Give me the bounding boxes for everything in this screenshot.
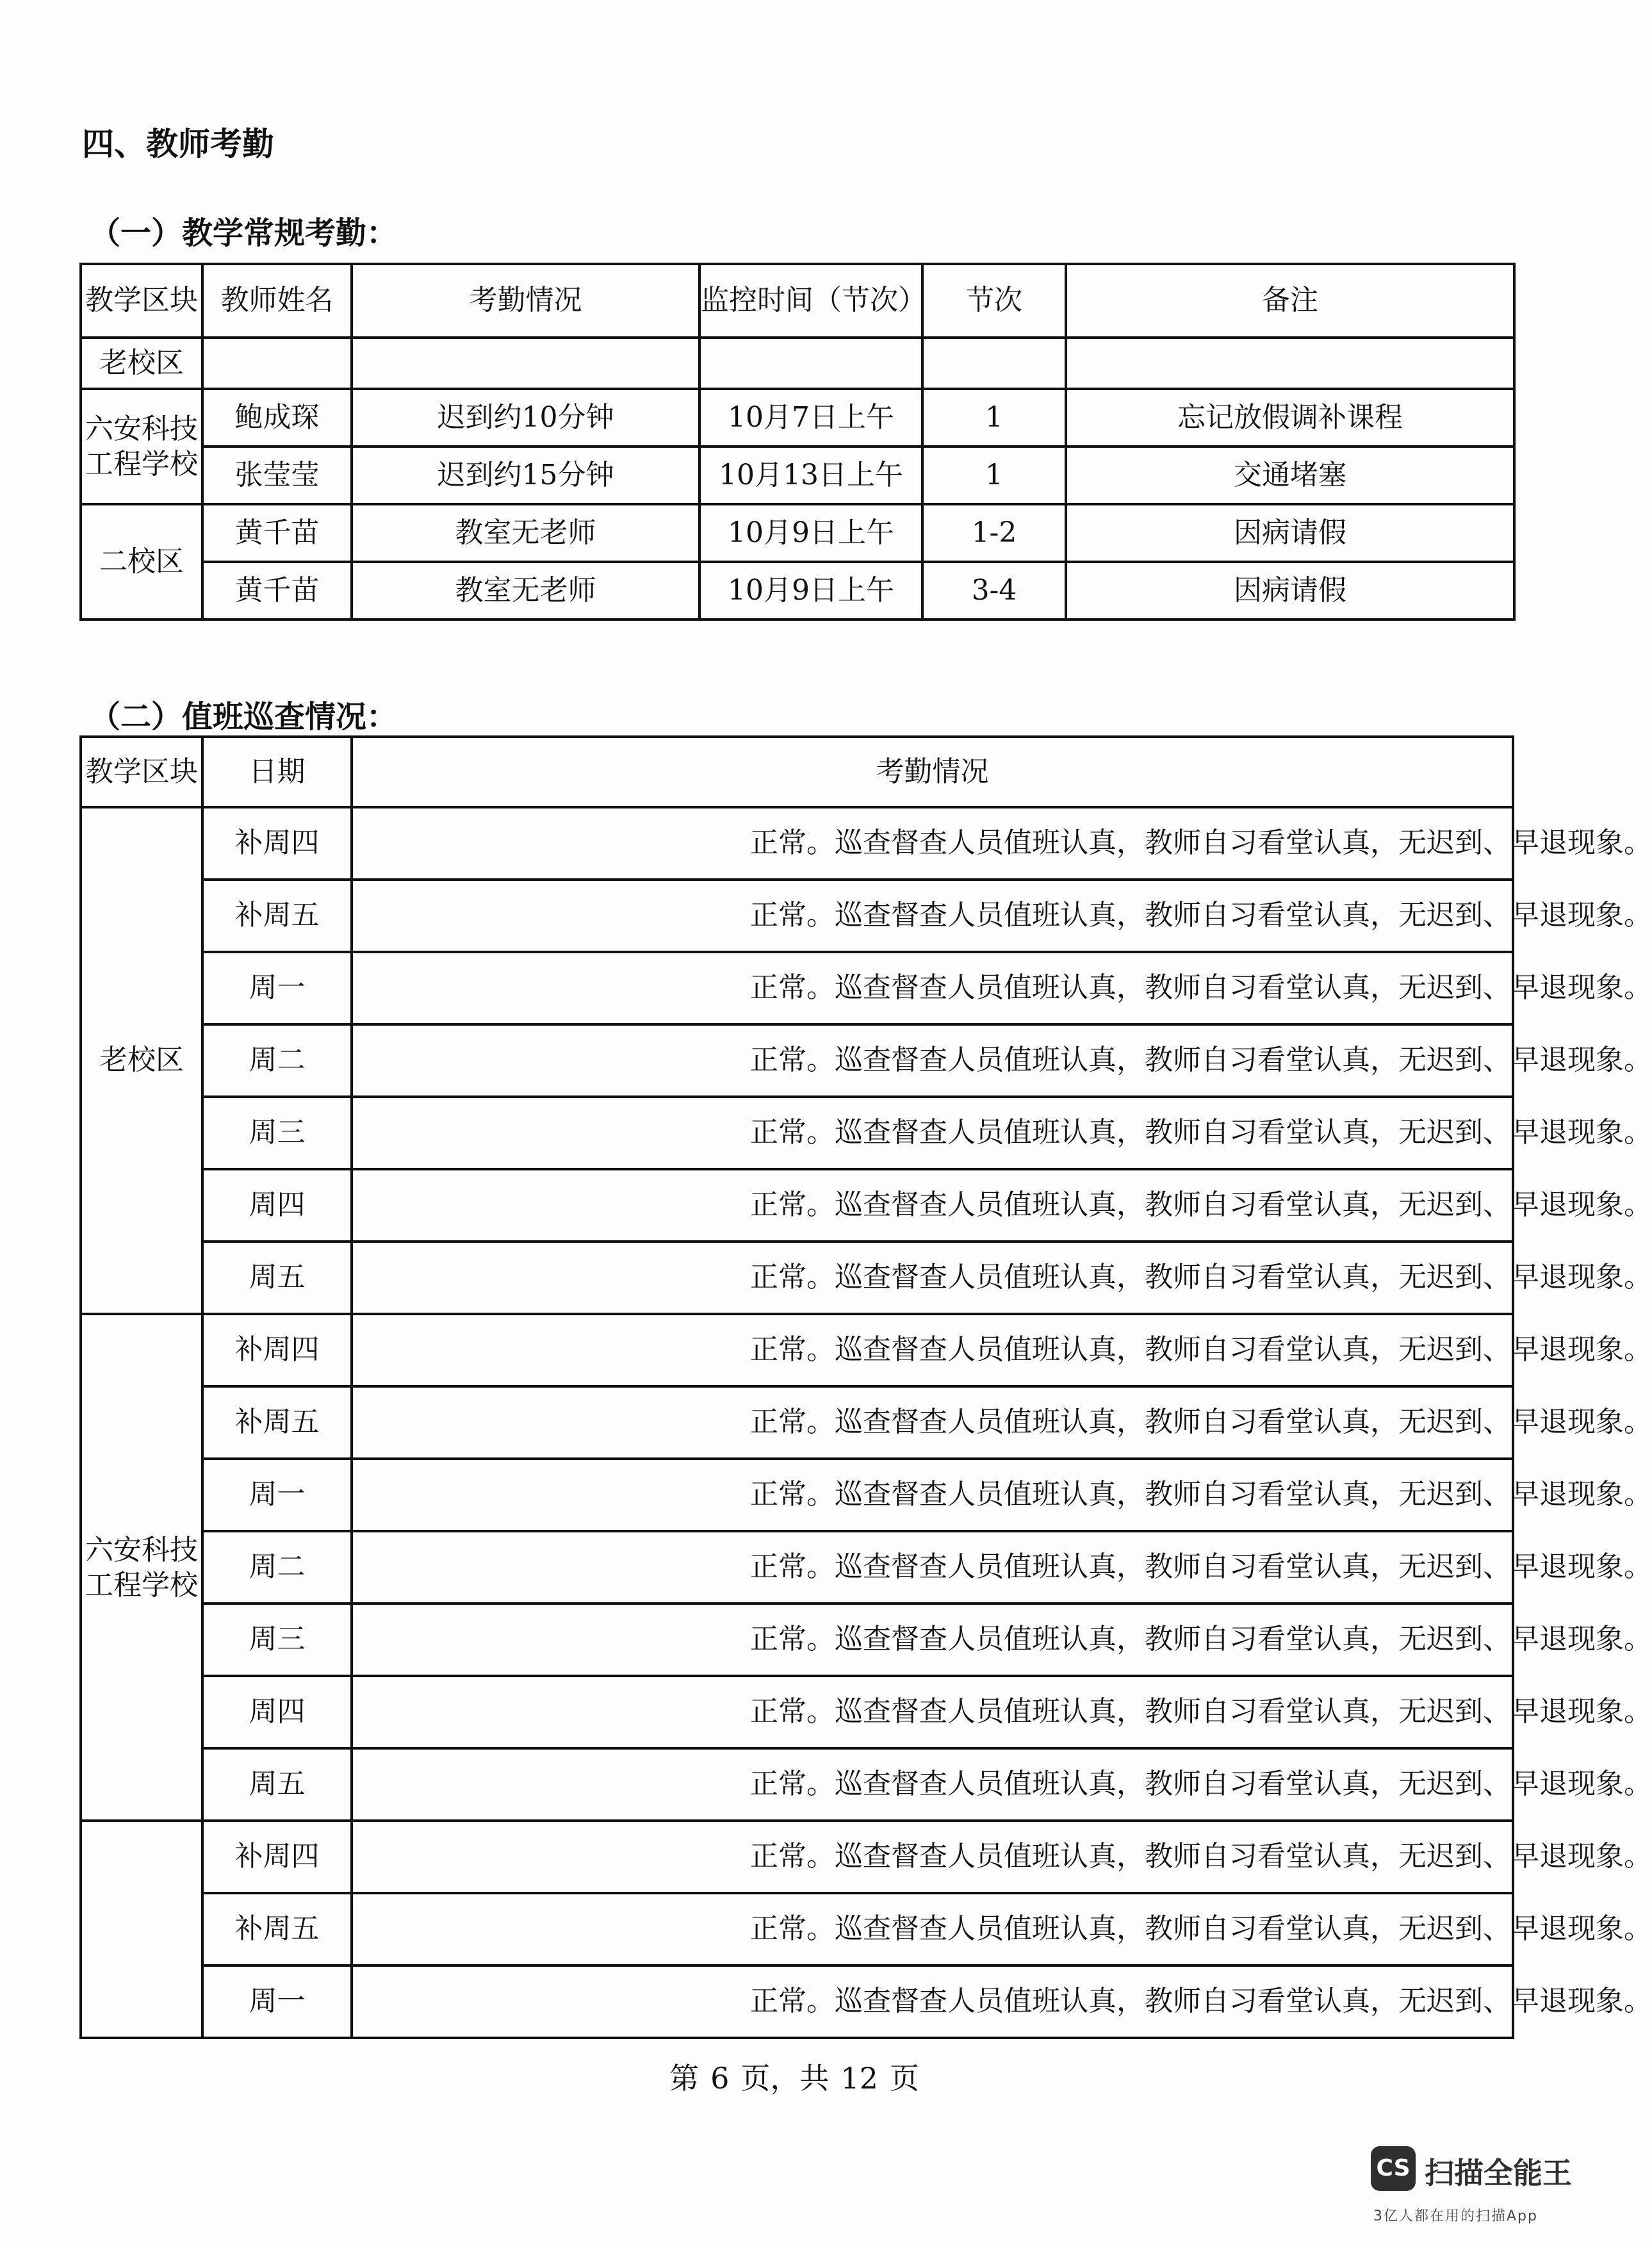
table-row bbox=[81, 1821, 1513, 1893]
footer-prefix: 第 bbox=[669, 2061, 699, 2096]
table-row bbox=[81, 952, 1513, 1024]
attendance-detail-cell: 正常。巡查督查人员值班认真，教师自习看堂认真，无迟到、早退现象。 bbox=[352, 1893, 1513, 1965]
table-row bbox=[81, 1676, 1513, 1748]
note-cell: 交通堵塞 bbox=[1066, 447, 1514, 504]
attendance-detail-cell: 正常。巡查督查人员值班认真，教师自习看堂认真，无迟到、早退现象。 bbox=[352, 952, 1513, 1024]
header-cell: 教学区块 bbox=[81, 737, 202, 807]
date-cell: 周三 bbox=[202, 1097, 352, 1169]
empty-cell bbox=[352, 338, 699, 389]
campus-line: 六安科技 bbox=[85, 413, 198, 445]
table-header-row bbox=[81, 264, 1514, 338]
time-cell: 10月9日上午 bbox=[699, 504, 922, 562]
attendance-detail-cell: 正常。巡查督查人员值班认真，教师自习看堂认真，无迟到、早退现象。 bbox=[352, 1748, 1513, 1821]
date-cell: 补周五 bbox=[202, 1893, 352, 1965]
date-cell: 周五 bbox=[202, 1748, 352, 1821]
status-cell: 教室无老师 bbox=[352, 504, 699, 562]
date-cell: 周一 bbox=[202, 1965, 352, 2038]
campus-cell: 老校区 bbox=[81, 807, 202, 1314]
campus-cell bbox=[81, 389, 202, 504]
empty-cell bbox=[922, 338, 1066, 389]
header-cell: 节次 bbox=[922, 264, 1066, 338]
time-cell: 10月13日上午 bbox=[699, 447, 922, 504]
teacher-name-cell: 鲍成琛 bbox=[202, 389, 352, 447]
date-cell: 周二 bbox=[202, 1024, 352, 1097]
attendance-detail-cell: 正常。巡查督查人员值班认真，教师自习看堂认真，无迟到、早退现象。 bbox=[352, 1169, 1513, 1242]
attendance-detail-cell: 正常。巡查督查人员值班认真，教师自习看堂认真，无迟到、早退现象。 bbox=[352, 1242, 1513, 1314]
table-row bbox=[81, 1531, 1513, 1604]
date-cell: 周四 bbox=[202, 1169, 352, 1242]
attendance-detail-cell: 正常。巡查督查人员值班认真，教师自习看堂认真，无迟到、早退现象。 bbox=[352, 1531, 1513, 1604]
attendance-detail-cell: 正常。巡查督查人员值班认真，教师自习看堂认真，无迟到、早退现象。 bbox=[352, 807, 1513, 880]
period-cell: 3-4 bbox=[922, 562, 1066, 619]
teacher-name-cell: 张莹莹 bbox=[202, 447, 352, 504]
table-row bbox=[81, 1242, 1513, 1314]
table-row bbox=[81, 1386, 1513, 1459]
table-row bbox=[81, 338, 1514, 389]
time-cell: 10月9日上午 bbox=[699, 562, 922, 619]
attendance-detail-cell: 正常。巡查督查人员值班认真，教师自习看堂认真，无迟到、早退现象。 bbox=[352, 1604, 1513, 1676]
date-cell: 周四 bbox=[202, 1676, 352, 1748]
table-row bbox=[81, 1024, 1513, 1097]
footer-page-number: 6 bbox=[710, 2061, 730, 2096]
header-cell: 教学区块 bbox=[81, 264, 202, 338]
status-cell: 教室无老师 bbox=[352, 562, 699, 619]
note-cell: 因病请假 bbox=[1066, 562, 1514, 619]
empty-cell bbox=[1066, 338, 1514, 389]
attendance-detail-cell: 正常。巡查督查人员值班认真，教师自习看堂认真，无迟到、早退现象。 bbox=[352, 1386, 1513, 1459]
header-cell: 日期 bbox=[202, 737, 352, 807]
date-cell: 补周五 bbox=[202, 1386, 352, 1459]
footer-total-pages: 12 bbox=[840, 2061, 878, 2096]
attendance-detail-cell: 正常。巡查督查人员值班认真，教师自习看堂认真，无迟到、早退现象。 bbox=[352, 1676, 1513, 1748]
date-cell: 周一 bbox=[202, 952, 352, 1024]
date-cell: 周一 bbox=[202, 1459, 352, 1531]
table-row bbox=[81, 562, 1514, 619]
scanner-logo-icon: CS bbox=[1371, 2146, 1416, 2191]
footer-mid: 页，共 bbox=[740, 2061, 830, 2096]
footer-suffix: 页 bbox=[889, 2061, 919, 2096]
patrol-table bbox=[79, 735, 1652, 2039]
table-row bbox=[81, 1965, 1513, 2038]
header-cell: 考勤情况 bbox=[352, 737, 1513, 807]
campus-line: 工程学校 bbox=[85, 1568, 198, 1602]
date-cell: 补周四 bbox=[202, 1314, 352, 1386]
period-cell: 1 bbox=[922, 389, 1066, 447]
header-cell: 考勤情况 bbox=[352, 264, 699, 338]
campus-cell bbox=[81, 1314, 202, 1821]
period-cell: 1-2 bbox=[922, 504, 1066, 562]
campus-cell bbox=[81, 1821, 202, 2038]
table-row bbox=[81, 807, 1513, 880]
header-cell: 教师姓名 bbox=[202, 264, 352, 338]
status-cell: 迟到约15分钟 bbox=[352, 447, 699, 504]
date-cell: 补周四 bbox=[202, 1821, 352, 1893]
watermark-name: 扫描全能王 bbox=[1425, 2156, 1572, 2190]
period-cell: 1 bbox=[922, 447, 1066, 504]
campus-cell: 二校区 bbox=[81, 504, 202, 619]
campus-cell: 老校区 bbox=[81, 338, 202, 389]
status-cell: 迟到约10分钟 bbox=[352, 389, 699, 447]
date-cell: 周五 bbox=[202, 1242, 352, 1314]
date-cell: 补周五 bbox=[202, 880, 352, 952]
table-row bbox=[81, 389, 1514, 447]
attendance-detail-cell: 正常。巡查督查人员值班认真，教师自习看堂认真，无迟到、早退现象。 bbox=[352, 1965, 1513, 2038]
attendance-detail-cell: 正常。巡查督查人员值班认真，教师自习看堂认真，无迟到、早退现象。 bbox=[352, 1821, 1513, 1893]
watermark-slogan: 3亿人都在用的扫描App bbox=[1373, 2208, 1538, 2224]
attendance-detail-cell: 正常。巡查督查人员值班认真，教师自习看堂认真，无迟到、早退现象。 bbox=[352, 1024, 1513, 1097]
section-title: 四、教师考勤 bbox=[82, 126, 274, 163]
table-header-row bbox=[81, 737, 1513, 807]
table-row bbox=[81, 1169, 1513, 1242]
teacher-name-cell: 黄千苗 bbox=[202, 562, 352, 619]
date-cell: 周二 bbox=[202, 1531, 352, 1604]
routine-attendance-table bbox=[79, 263, 1516, 621]
table-row bbox=[81, 1893, 1513, 1965]
campus-line: 六安科技 bbox=[85, 1533, 198, 1566]
empty-cell bbox=[202, 338, 352, 389]
page-footer bbox=[0, 2055, 1589, 2097]
subsection-title-routine: （一）教学常规考勤： bbox=[90, 215, 398, 251]
empty-cell bbox=[699, 338, 922, 389]
attendance-detail-cell: 正常。巡查督查人员值班认真，教师自习看堂认真，无迟到、早退现象。 bbox=[352, 1314, 1513, 1386]
date-cell: 补周四 bbox=[202, 807, 352, 880]
campus-line: 工程学校 bbox=[85, 448, 198, 480]
table-row bbox=[81, 1314, 1513, 1386]
attendance-detail-cell: 正常。巡查督查人员值班认真，教师自习看堂认真，无迟到、早退现象。 bbox=[352, 1097, 1513, 1169]
note-cell: 忘记放假调补课程 bbox=[1066, 389, 1514, 447]
date-cell: 周三 bbox=[202, 1604, 352, 1676]
table-row bbox=[81, 880, 1513, 952]
attendance-detail-cell: 正常。巡查督查人员值班认真，教师自习看堂认真，无迟到、早退现象。 bbox=[352, 1459, 1513, 1531]
scanner-watermark bbox=[1371, 2146, 1572, 2229]
table-row bbox=[81, 1748, 1513, 1821]
attendance-detail-cell: 正常。巡查督查人员值班认真，教师自习看堂认真，无迟到、早退现象。 bbox=[352, 880, 1513, 952]
table-row bbox=[81, 447, 1514, 504]
header-cell: 备注 bbox=[1066, 264, 1514, 338]
table-row bbox=[81, 504, 1514, 562]
teacher-name-cell: 黄千苗 bbox=[202, 504, 352, 562]
table-row bbox=[81, 1459, 1513, 1531]
header-cell: 监控时间（节次） bbox=[699, 264, 922, 338]
time-cell: 10月7日上午 bbox=[699, 389, 922, 447]
subsection-title-patrol: （二）值班巡查情况： bbox=[90, 699, 398, 735]
note-cell: 因病请假 bbox=[1066, 504, 1514, 562]
table-row bbox=[81, 1097, 1513, 1169]
table-row bbox=[81, 1604, 1513, 1676]
